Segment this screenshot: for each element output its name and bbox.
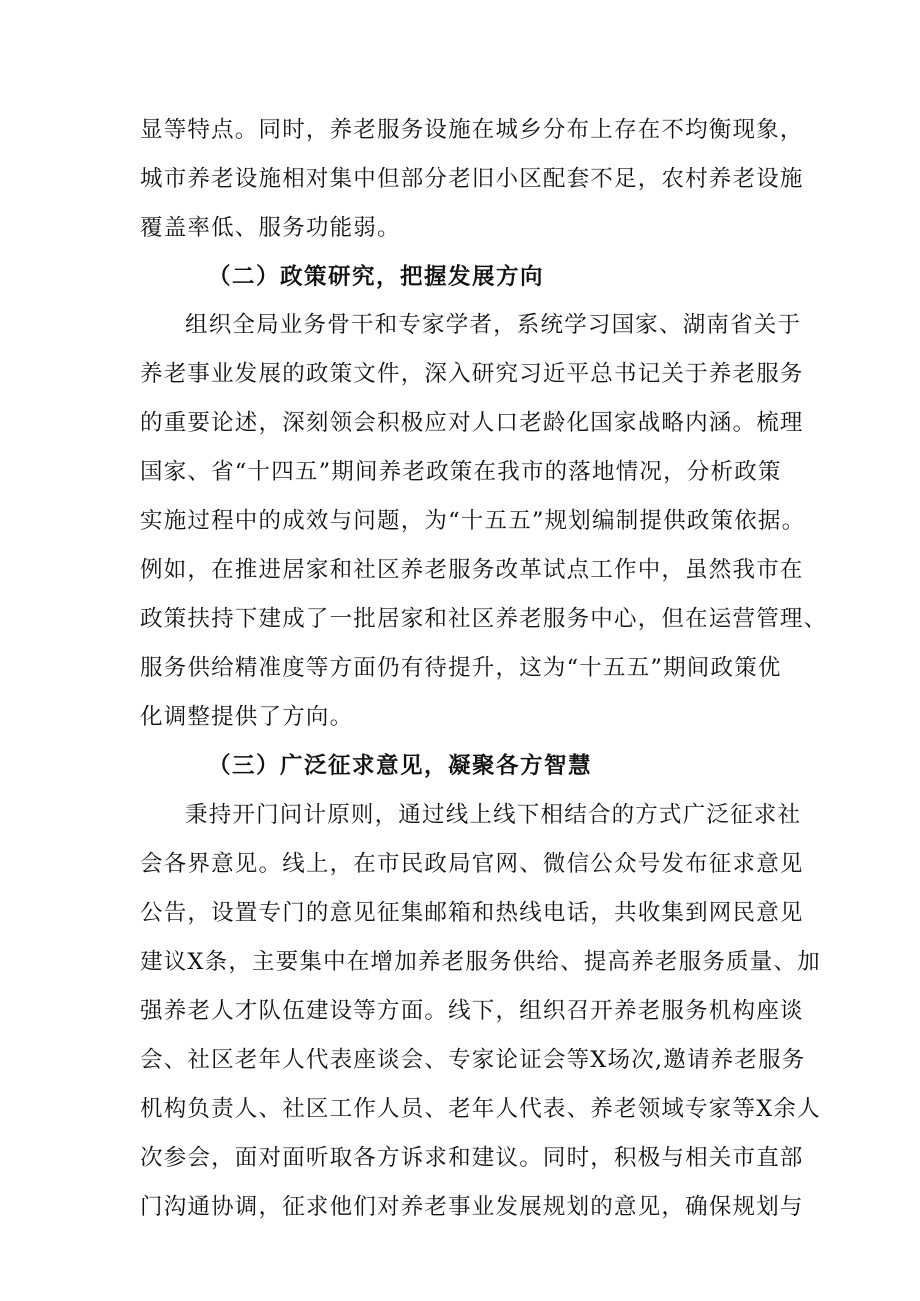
paragraph-line: 政策扶持下建成了一批居家和社区养老服务中心，但在运营管理、	[140, 606, 828, 632]
section-heading: （二）政策研究，把握发展方向	[208, 264, 545, 290]
paragraph-line: 建议X条，主要集中在增加养老服务供给、提高养老服务质量、加	[140, 949, 821, 975]
paragraph-line: 显等特点。同时，养老服务设施在城乡分布上存在不均衡现象，	[140, 117, 804, 143]
paragraph-line: 公告，设置专门的意见征集邮箱和热线电话，共收集到网民意见	[140, 900, 804, 926]
paragraph-line: 强养老人才队伍建设等方面。线下，组织召开养老服务机构座谈	[140, 998, 804, 1024]
paragraph-line: 城市养老设施相对集中但部分老旧小区配套不足，农村养老设施	[140, 166, 804, 192]
section-heading: （三）广泛征求意见，凝聚各方智慧	[208, 753, 593, 779]
paragraph-line: 国家、省“十四五”期间养老政策在我市的落地情况，分析政策	[140, 459, 782, 485]
paragraph-line: 服务供给精准度等方面仍有待提升，这为“十五五”期间政策优	[140, 655, 782, 681]
paragraph-line: 的重要论述，深刻领会积极应对人口老龄化国家战略内涵。梳理	[140, 410, 804, 436]
paragraph-line: 秉持开门问计原则，通过线上线下相结合的方式广泛征求社	[185, 802, 802, 828]
paragraph-line: 组织全局业务骨干和专家学者，系统学习国家、湖南省关于	[185, 312, 802, 338]
paragraph-line: 养老事业发展的政策文件，深入研究习近平总书记关于养老服务	[140, 361, 804, 387]
paragraph-line: 例如，在推进居家和社区养老服务改革试点工作中，虽然我市在	[140, 557, 804, 583]
paragraph-line: 实施过程中的成效与问题，为“十五五”规划编制提供政策依据。	[140, 508, 806, 534]
paragraph-line: 会、社区老年人代表座谈会、专家论证会等X场次,邀请养老服务	[140, 1047, 806, 1073]
paragraph-line: 覆盖率低、服务功能弱。	[140, 215, 401, 241]
paragraph-line: 次参会，面对面听取各方诉求和建议。同时，积极与相关市直部	[140, 1145, 804, 1171]
paragraph-line: 门沟通协调，征求他们对养老事业发展规划的意见，确保规划与	[140, 1194, 804, 1220]
paragraph-line: 化调整提供了方向。	[140, 704, 354, 730]
paragraph-line: 会各界意见。线上，在市民政局官网、微信公众号发布征求意见	[140, 851, 804, 877]
paragraph-line: 机构负责人、社区工作人员、老年人代表、养老领域专家等X余人	[140, 1096, 821, 1122]
